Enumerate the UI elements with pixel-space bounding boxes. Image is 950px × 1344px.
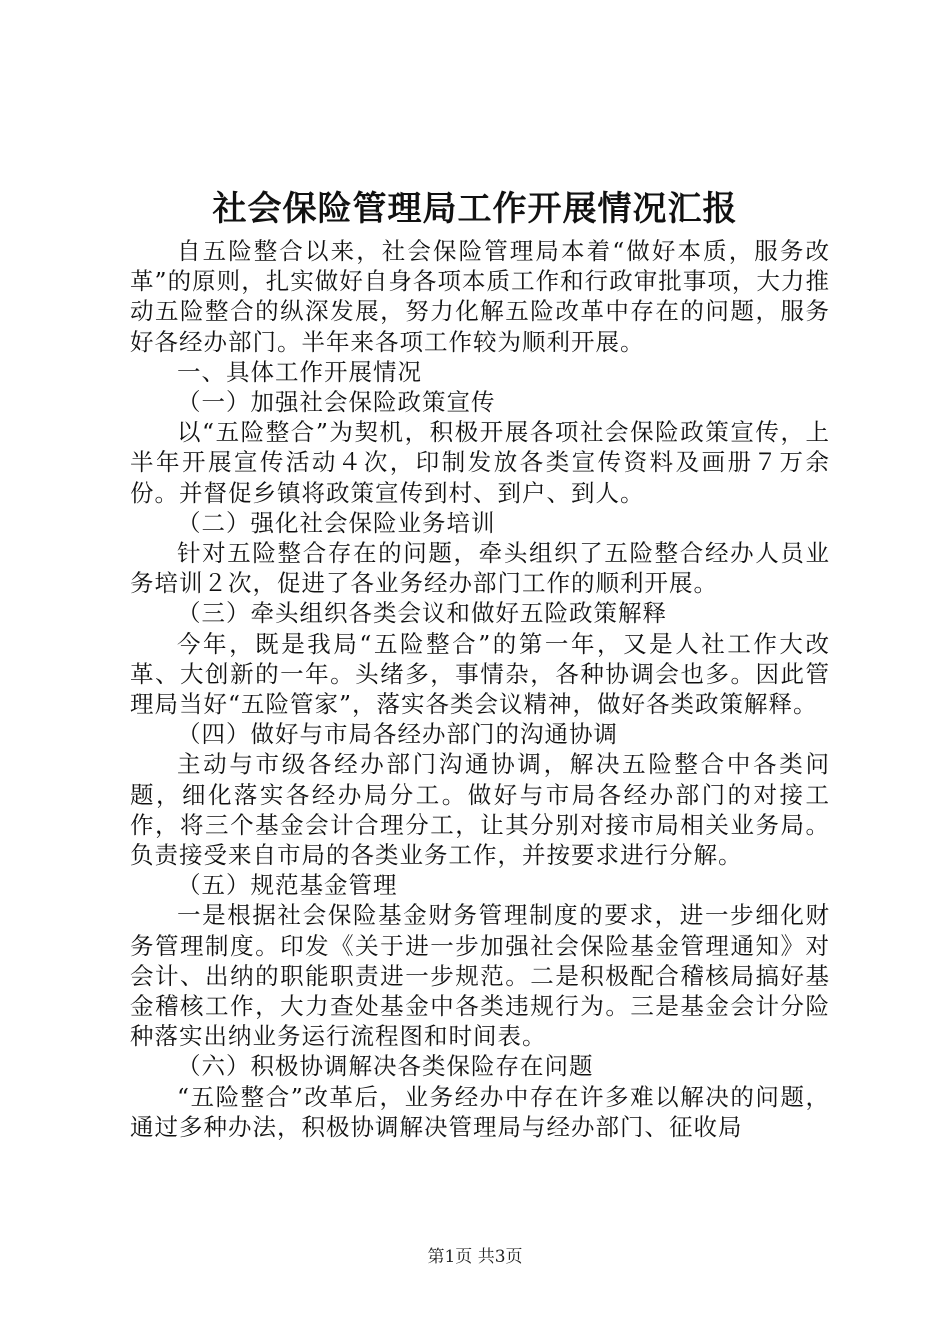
intro-paragraph: 自五险整合以来，社会保险管理局本着“做好本质，服务改革”的原则，扎实做好自身各项本质工作和行政审批事项，大力推动五险整合的纵深发展，努力化解五险改革中存在的问题，服务好各经办部门。半年来各项工作较为顺利开展。 (130, 237, 830, 356)
subsection-paragraph-6: “五险整合”改革后，业务经办中存在许多难以解决的问题，通过多种办法，积极协调解决管理局与经办部门、征收局 (130, 1082, 830, 1141)
subsection-heading-3: （三）牵头组织各类会议和做好五险政策解释 (177, 599, 667, 628)
subsection-heading-6: （六）积极协调解决各类保险存在问题 (177, 1052, 594, 1081)
subsection-paragraph-5: 一是根据社会保险基金财务管理制度的要求，进一步细化财务管理制度。印发《关于进一步加强社会保险基金管理通知》对会计、出纳的职能职责进一步规范。二是积极配合稽核局搞好基金稽核工作，大力查处基金中各类违规行为。三是基金会计分险种落实出纳业务运行流程图和时间表。 (130, 901, 830, 1051)
document-body (130, 236, 830, 1142)
section-heading-1: 一、具体工作开展情况 (177, 357, 422, 386)
subsection-paragraph-2: 针对五险整合存在的问题，牵头组织了五险整合经办人员业务培训２次，促进了各业务经办部门工作的顺利开展。 (130, 539, 830, 598)
subsection-paragraph-1: 以“五险整合”为契机，积极开展各项社会保险政策宣传，上半年开展宣传活动４次，印制发放各类宣传资料及画册７万余份。并督促乡镇将政策宣传到村、到户、到人。 (130, 418, 830, 507)
page-number-footer: 第1页 共3页 (427, 1247, 523, 1267)
subsection-heading-1: （一）加强社会保险政策宣传 (177, 388, 496, 417)
subsection-paragraph-4: 主动与市级各经办部门沟通协调，解决五险整合中各类问题，细化落实各经办局分工。做好与市局各经办部门的对接工作，将三个基金会计合理分工，让其分别对接市局相关业务局。负责接受来自市局的各类业务工作，并按要求进行分解。 (130, 750, 830, 870)
subsection-heading-4: （四）做好与市局各经办部门的沟通协调 (177, 720, 618, 749)
subsection-heading-2: （二）强化社会保险业务培训 (177, 508, 496, 537)
document-title: 社会保险管理局工作开展情况汇报 (212, 189, 738, 229)
subsection-paragraph-3: 今年，既是我局“五险整合”的第一年，又是人社工作大改革、大创新的一年。头绪多，事情杂，各种协调会也多。因此管理局当好“五险管家”，落实各类会议精神，做好各类政策解释。 (130, 629, 830, 719)
subsection-heading-5: （五）规范基金管理 (177, 871, 398, 900)
